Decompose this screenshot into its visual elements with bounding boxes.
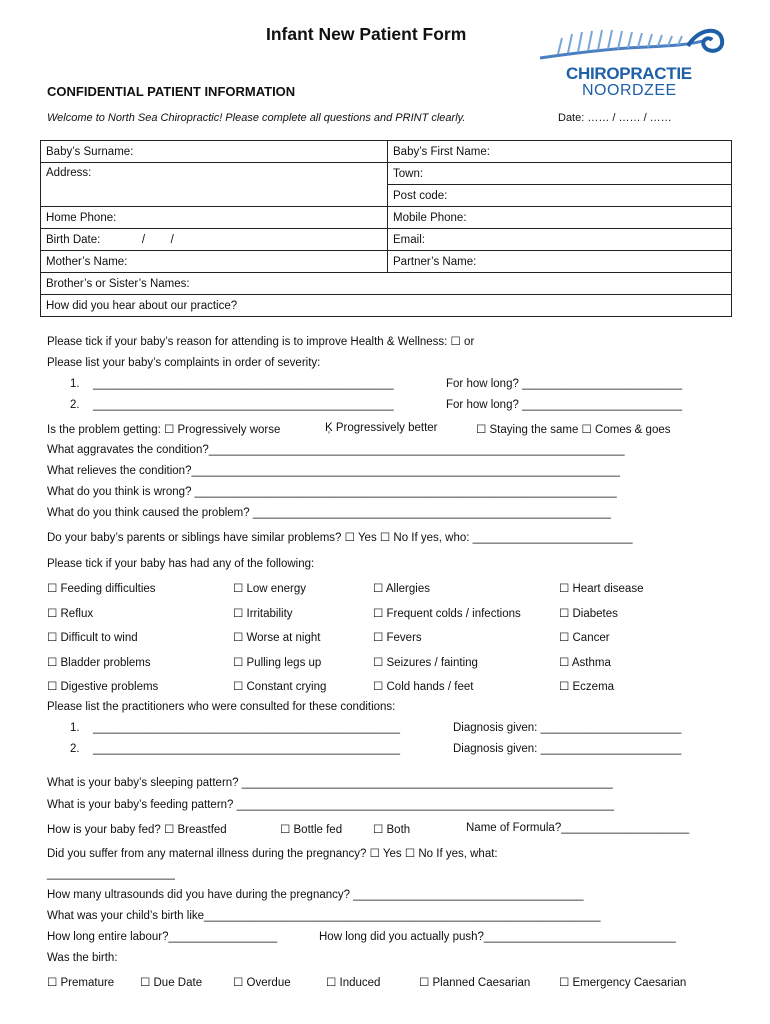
both-option[interactable]: ☐ Both — [373, 824, 411, 836]
form-title: Infant New Patient Form — [266, 24, 467, 44]
condition-checkbox[interactable]: ☐ Diabetes — [559, 608, 618, 620]
same-goes-options[interactable]: ☐ Staying the same ☐ Comes & goes — [476, 424, 671, 436]
similar-problems-question[interactable]: Do your baby’s parents or siblings have similar problems? ☐ Yes ☐ No If yes, who: _________________________ — [47, 532, 633, 544]
problem-getting-worse-option[interactable]: Is the problem getting: ☐ Progressively worse — [47, 424, 281, 436]
birth-like-field[interactable]: What was your child’s birth like______________________________________________________________ — [47, 910, 601, 922]
condition-checkbox[interactable]: ☐ Heart disease — [559, 583, 644, 595]
sleeping-pattern-field[interactable]: What is your baby’s sleeping pattern? __________________________________________________________ — [47, 777, 613, 789]
practitioner-2-number: 2. — [70, 743, 80, 755]
babys-surname-field[interactable]: Baby’s Surname: — [41, 141, 388, 163]
conditions-heading: Please tick if your baby has had any of the following: — [47, 558, 315, 570]
siblings-field[interactable]: Brother’s or Sister’s Names: — [41, 273, 732, 295]
breastfed-option[interactable]: How is your baby fed? ☐ Breastfed — [47, 824, 227, 836]
labour-length-field[interactable]: How long entire labour?_________________ — [47, 931, 278, 943]
condition-checkbox[interactable]: ☐ Fevers — [373, 632, 422, 644]
condition-checkbox[interactable]: ☐ Constant crying — [233, 681, 327, 693]
wrong-field[interactable]: What do you think is wrong? __________________________________________________________________ — [47, 486, 617, 498]
welcome-text: Welcome to North Sea Chiropractic! Please complete all questions and PRINT clearly. — [47, 112, 466, 124]
town-field[interactable]: Town: — [388, 163, 732, 185]
partners-name-field[interactable]: Partner’s Name: — [388, 251, 732, 273]
complaint-1-number: 1. — [70, 378, 80, 390]
condition-checkbox[interactable]: ☐ Cancer — [559, 632, 610, 644]
complaints-question: Please list your baby’s complaints in order of severity: — [47, 357, 321, 369]
babys-first-name-field[interactable]: Baby’s First Name: — [388, 141, 732, 163]
patient-info-table — [40, 140, 732, 317]
birth-date-field[interactable]: Birth Date: / / — [41, 229, 388, 251]
practitioner-1-line[interactable]: ________________________________________________ — [93, 722, 400, 734]
condition-checkbox[interactable]: ☐ Eczema — [559, 681, 615, 693]
maternal-illness-question[interactable]: Did you suffer from any maternal illness during the pregnancy? ☐ Yes ☐ No If yes, what: — [47, 848, 498, 860]
wave-spine-icon — [538, 24, 728, 64]
condition-checkbox[interactable]: ☐ Pulling legs up — [233, 657, 322, 669]
condition-checkbox[interactable]: ☐ Cold hands / feet — [373, 681, 474, 693]
feeding-pattern-field[interactable]: What is your baby’s feeding pattern? ___________________________________________________________ — [47, 799, 614, 811]
complaint-1-how-long[interactable]: For how long? _________________________ — [446, 378, 682, 390]
condition-checkbox[interactable]: ☐ Feeding difficulties — [47, 583, 156, 595]
progressively-better-option[interactable]: Ķ Progressively better — [325, 422, 438, 434]
relieves-field[interactable]: What relieves the condition?___________________________________________________________________ — [47, 465, 620, 477]
birth-type-checkbox[interactable]: ☐ Overdue — [233, 977, 291, 989]
condition-checkbox[interactable]: ☐ Irritability — [233, 608, 293, 620]
condition-checkbox[interactable]: ☐ Bladder problems — [47, 657, 151, 669]
practitioners-question: Please list the practitioners who were consulted for these conditions: — [47, 701, 396, 713]
caused-field[interactable]: What do you think caused the problem? ________________________________________________________ — [47, 507, 612, 519]
hear-about-field[interactable]: How did you hear about our practice? — [41, 295, 732, 317]
complaint-1-line[interactable]: _______________________________________________ — [93, 378, 394, 390]
condition-checkbox[interactable]: ☐ Allergies — [373, 583, 430, 595]
condition-checkbox[interactable]: ☐ Difficult to wind — [47, 632, 138, 644]
birth-type-checkbox[interactable]: ☐ Emergency Caesarian — [559, 977, 687, 989]
condition-checkbox[interactable]: ☐ Reflux — [47, 608, 94, 620]
birth-type-checkbox[interactable]: ☐ Due Date — [140, 977, 203, 989]
condition-checkbox[interactable]: ☐ Worse at night — [233, 632, 321, 644]
condition-checkbox[interactable]: ☐ Seizures / fainting — [373, 657, 478, 669]
birth-type-checkbox[interactable]: ☐ Premature — [47, 977, 115, 989]
practitioner-2-line[interactable]: ________________________________________________ — [93, 743, 400, 755]
maternal-illness-line[interactable]: ____________________ — [47, 868, 175, 880]
aggravates-field[interactable]: What aggravates the condition?_________________________________________________________________ — [47, 444, 625, 456]
formula-field[interactable]: Name of Formula?____________________ — [466, 822, 690, 834]
home-phone-field[interactable]: Home Phone: — [41, 207, 388, 229]
complaint-2-line[interactable]: _______________________________________________ — [93, 399, 394, 411]
condition-checkbox[interactable]: ☐ Asthma — [559, 657, 611, 669]
push-length-field[interactable]: How long did you actually push?______________________________ — [319, 931, 676, 943]
mothers-name-field[interactable]: Mother’s Name: — [41, 251, 388, 273]
logo-line1: CHIROPRACTIE — [566, 64, 692, 83]
date-field[interactable]: Date: …… / …… / …… — [558, 112, 672, 124]
birth-type-checkbox[interactable]: ☐ Planned Caesarian — [419, 977, 531, 989]
practitioner-1-number: 1. — [70, 722, 80, 734]
ultrasounds-field[interactable]: How many ultrasounds did you have during the pregnancy? ____________________________________ — [47, 889, 584, 901]
practitioner-1-diagnosis[interactable]: Diagnosis given: ______________________ — [453, 722, 682, 734]
condition-checkbox[interactable]: ☐ Digestive problems — [47, 681, 159, 693]
logo-line2: NOORDZEE — [582, 82, 677, 99]
condition-checkbox[interactable]: ☐ Frequent colds / infections — [373, 608, 521, 620]
complaint-2-number: 2. — [70, 399, 80, 411]
section-heading: CONFIDENTIAL PATIENT INFORMATION — [47, 84, 296, 99]
practitioner-2-diagnosis[interactable]: Diagnosis given: ______________________ — [453, 743, 682, 755]
mobile-phone-field[interactable]: Mobile Phone: — [388, 207, 732, 229]
address-field[interactable]: Address: — [41, 163, 388, 207]
bottle-fed-option[interactable]: ☐ Bottle fed — [280, 824, 343, 836]
birth-type-checkbox[interactable]: ☐ Induced — [326, 977, 381, 989]
health-wellness-question[interactable]: Please tick if your baby’s reason for attending is to improve Health & Wellness: ☐ or — [47, 336, 475, 348]
email-field[interactable]: Email: — [388, 229, 732, 251]
post-code-field[interactable]: Post code: — [388, 185, 732, 207]
complaint-2-how-long[interactable]: For how long? _________________________ — [446, 399, 682, 411]
condition-checkbox[interactable]: ☐ Low energy — [233, 583, 306, 595]
was-birth-label: Was the birth: — [47, 952, 118, 964]
logo — [538, 24, 728, 104]
